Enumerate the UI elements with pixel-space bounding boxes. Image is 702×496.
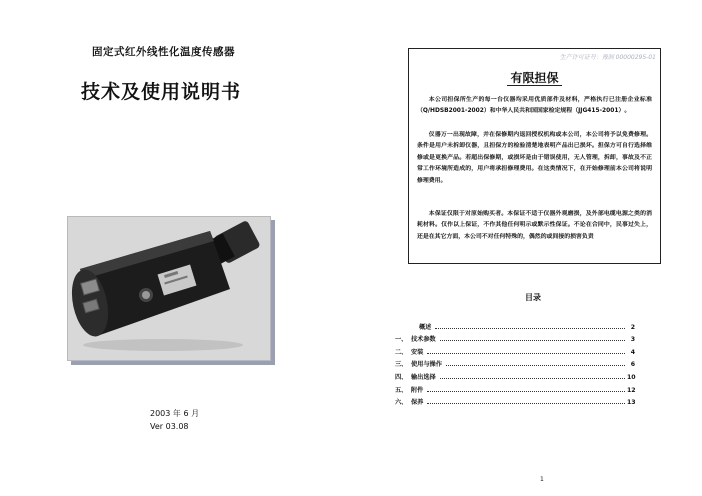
toc-entry[interactable] <box>395 343 635 356</box>
toc-entry-number: 三、 <box>395 361 408 369</box>
toc-entry-number: 二、 <box>395 348 408 356</box>
toc-leader-dots <box>435 327 625 329</box>
toc-entry[interactable] <box>395 368 635 381</box>
toc-entry-label: 使用与操作 <box>411 361 442 369</box>
warranty-heading <box>409 69 660 86</box>
page-number: 1 <box>540 476 544 483</box>
toc-leader-dots <box>427 402 625 404</box>
license-number: 生产许可证号：豫制 00000295-01 <box>559 54 656 61</box>
toc-entry-page: 3 <box>630 336 635 344</box>
toc-entry-page: 6 <box>630 361 635 369</box>
document-subtitle: 固定式红外线性化温度传感器 <box>92 46 235 58</box>
warranty-paragraph: 仪器万一出现故障，并在保修期内退回授权机构或本公司，本公司将予以免费修理。条件是用户未拆卸仪器，且担保方的检验清楚地表明产品出已损坏。担保方可自行选择维修或是更换产品。若超出保修期，或损坏是由于错误使用，无人管理，拆卸，事故及不正常工作环境所造成的，用户将承担修理费用。在这类情况下，在开始修理前本公司将说明修理费用。 <box>417 132 652 184</box>
toc-entry-label: 概述 <box>419 323 432 331</box>
toc-entry-label: 输出选择 <box>411 373 436 381</box>
toc-entry[interactable] <box>395 356 635 369</box>
toc-entry-page: 12 <box>627 386 636 394</box>
infrared-sensor-image <box>68 217 270 360</box>
toc-leader-dots <box>440 339 625 341</box>
toc-entry[interactable] <box>395 318 635 331</box>
toc-entry-label: 附件 <box>411 386 424 394</box>
warranty-heading-text: 有限担保 <box>507 71 561 86</box>
table-of-contents <box>395 318 635 406</box>
warranty-paragraph: 本保证仅限于对原始购买者。本保证不适于仪器外观磨损，及外部电缆电源之类的消耗材料。仅作以上保证，不作其他任何明示或默示性保证。不论在合同中，民事过失上，还是在其它方面，本公司不对任何特殊的，偶然的或间接的损害负责 <box>417 211 652 240</box>
publish-date: 2003 年 6 月 <box>150 409 200 418</box>
toc-entry-number: 六、 <box>395 399 408 407</box>
warranty-box <box>408 48 661 264</box>
toc-entry-page: 10 <box>627 373 636 381</box>
toc-heading: 目录 <box>525 293 541 302</box>
toc-entry-number: 一、 <box>395 336 408 344</box>
product-photo <box>67 216 271 361</box>
document-title: 技术及使用说明书 <box>81 81 242 103</box>
toc-entry-page: 13 <box>627 399 636 407</box>
toc-entry[interactable] <box>395 331 635 344</box>
warranty-paragraph: 本公司担保所生产的每一台仪器均采用优质部件及材料，严格执行已注册企业标准（Q/HDSB2001-2002）和中华人民共和国国家检定规程（JJG415-2001）。 <box>417 97 652 115</box>
toc-entry[interactable] <box>395 381 635 394</box>
toc-leader-dots <box>427 352 625 354</box>
toc-leader-dots <box>446 364 625 366</box>
toc-leader-dots <box>427 390 625 392</box>
toc-entry-page: 4 <box>630 348 635 356</box>
toc-entry-number: 五、 <box>395 386 408 394</box>
version-label: Ver 03.08 <box>150 422 189 431</box>
toc-leader-dots <box>440 377 625 379</box>
toc-entry-number: 四、 <box>395 373 408 381</box>
toc-entry-label: 技术参数 <box>411 336 436 344</box>
toc-entry-label: 安装 <box>411 348 424 356</box>
toc-entry-page: 2 <box>630 323 635 331</box>
toc-entry-label: 保养 <box>411 399 424 407</box>
toc-entry[interactable] <box>395 394 635 407</box>
